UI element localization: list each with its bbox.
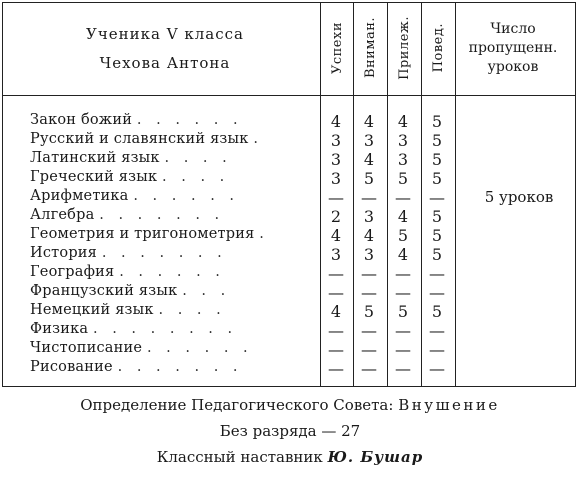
grade-cell: — (328, 264, 344, 283)
grade-cell: — (361, 283, 377, 302)
grade-cell: — (429, 359, 445, 378)
column-header-success: Успехи (329, 21, 345, 75)
grade-cell: 5 (397, 226, 409, 245)
grade-cell: — (328, 321, 344, 340)
teacher-name: Ю. Бушар (327, 448, 424, 466)
grade-cell: 4 (363, 226, 375, 245)
class-line: Ученика V класса (86, 25, 244, 43)
column-header-attention: Вниман. (362, 17, 378, 79)
grade-cell: 5 (431, 150, 443, 169)
subject-name: Рисование . . . . . . . (30, 359, 243, 375)
grade-cell: 4 (330, 302, 342, 321)
grade-cell: 5 (431, 169, 443, 188)
grade-cell: 5 (431, 112, 443, 131)
grade-cell: 3 (363, 245, 375, 264)
grade-cell: 3 (330, 131, 342, 150)
grade-cell: — (395, 283, 411, 302)
table-border-top (2, 2, 576, 3)
grade-cell: 3 (397, 131, 409, 150)
subject-row (30, 112, 578, 131)
subject-row (30, 321, 578, 340)
subject-name: Греческий язык . . . . (30, 169, 230, 185)
grade-cell: 5 (431, 245, 443, 264)
missed-lessons-header: Число пропущенн. уроков (468, 21, 558, 75)
student-name: Чехова Антона (99, 54, 231, 72)
column-header-behavior: Повед. (430, 23, 446, 73)
grade-cell: — (395, 188, 411, 207)
subject-row (30, 245, 578, 264)
table-border-bottom (2, 386, 576, 387)
grade-cell: — (429, 188, 445, 207)
subject-name: Арифметика . . . . . . (30, 188, 240, 204)
subject-row (30, 340, 578, 359)
grade-cell: 5 (397, 302, 409, 321)
subject-name: Латинский язык . . . . (30, 150, 232, 166)
subject-name: Алгебра . . . . . . . (30, 207, 225, 223)
grade-cell: 4 (397, 207, 409, 226)
subject-row (30, 264, 578, 283)
grade-cell: 4 (330, 112, 342, 131)
subject-name: Физика . . . . . . . . (30, 321, 238, 337)
subject-row (30, 188, 578, 207)
council-decision: Определение Педагогического Совета: Внушение (80, 396, 500, 414)
grade-cell: — (395, 359, 411, 378)
teacher-line: Классный наставник Ю. Бушар (156, 448, 424, 466)
grade-cell: 5 (363, 169, 375, 188)
subject-row (30, 226, 578, 245)
grade-cell: 3 (363, 207, 375, 226)
grade-cell: 5 (363, 302, 375, 321)
subject-name: История . . . . . . . (30, 245, 227, 261)
grade-cell: — (429, 340, 445, 359)
grade-cell: 3 (363, 131, 375, 150)
subject-name: Немецкий язык . . . . (30, 302, 226, 318)
subject-name: Французский язык . . . (30, 283, 231, 299)
grade-cell: 4 (397, 112, 409, 131)
grade-cell: — (361, 321, 377, 340)
grade-cell: 4 (397, 245, 409, 264)
grade-cell: 3 (330, 169, 342, 188)
grade-cell: — (328, 283, 344, 302)
grade-cell: — (395, 264, 411, 283)
grade-cell: 3 (330, 150, 342, 169)
grade-cell: 4 (363, 150, 375, 169)
subject-row (30, 283, 578, 302)
grade-cell: — (328, 188, 344, 207)
subject-name: География . . . . . . (30, 264, 225, 280)
rank-line: Без разряда — 27 (219, 422, 361, 440)
subject-row (30, 359, 578, 378)
grade-cell: 3 (397, 150, 409, 169)
grade-cell: — (361, 359, 377, 378)
subject-name: Русский и славянский язык . (30, 131, 263, 147)
subject-row (30, 302, 578, 321)
report-footer (0, 392, 580, 470)
grade-cell: 3 (330, 245, 342, 264)
grade-cell: — (361, 264, 377, 283)
grade-cell: — (328, 340, 344, 359)
table-border-left (2, 2, 3, 386)
subject-row (30, 169, 578, 188)
grade-cell: — (429, 264, 445, 283)
subject-name: Чистописание . . . . . . (30, 340, 253, 356)
subject-row (30, 207, 578, 226)
grade-cell: — (328, 359, 344, 378)
grade-cell: 5 (431, 226, 443, 245)
header-divider (2, 95, 576, 96)
grade-cell: 2 (330, 207, 342, 226)
grade-cell: 4 (330, 226, 342, 245)
student-header (20, 20, 310, 78)
subject-name: Геометрия и тригонометрия . (30, 226, 269, 242)
grade-cell: — (361, 340, 377, 359)
grade-cell: 5 (431, 131, 443, 150)
grade-cell: — (395, 340, 411, 359)
grade-cell: — (395, 321, 411, 340)
grade-cell: — (361, 188, 377, 207)
grade-cell: 4 (363, 112, 375, 131)
subject-row (30, 131, 578, 150)
grade-cell: — (429, 321, 445, 340)
subject-name: Закон божий . . . . . . (30, 112, 243, 128)
subject-row (30, 150, 578, 169)
missed-lessons-value: 5 уроков (484, 188, 554, 206)
column-header-diligence: Прилеж. (396, 16, 412, 80)
grade-cell: 5 (431, 302, 443, 321)
grade-cell: 5 (431, 207, 443, 226)
grade-cell: 5 (397, 169, 409, 188)
grade-cell: — (429, 283, 445, 302)
